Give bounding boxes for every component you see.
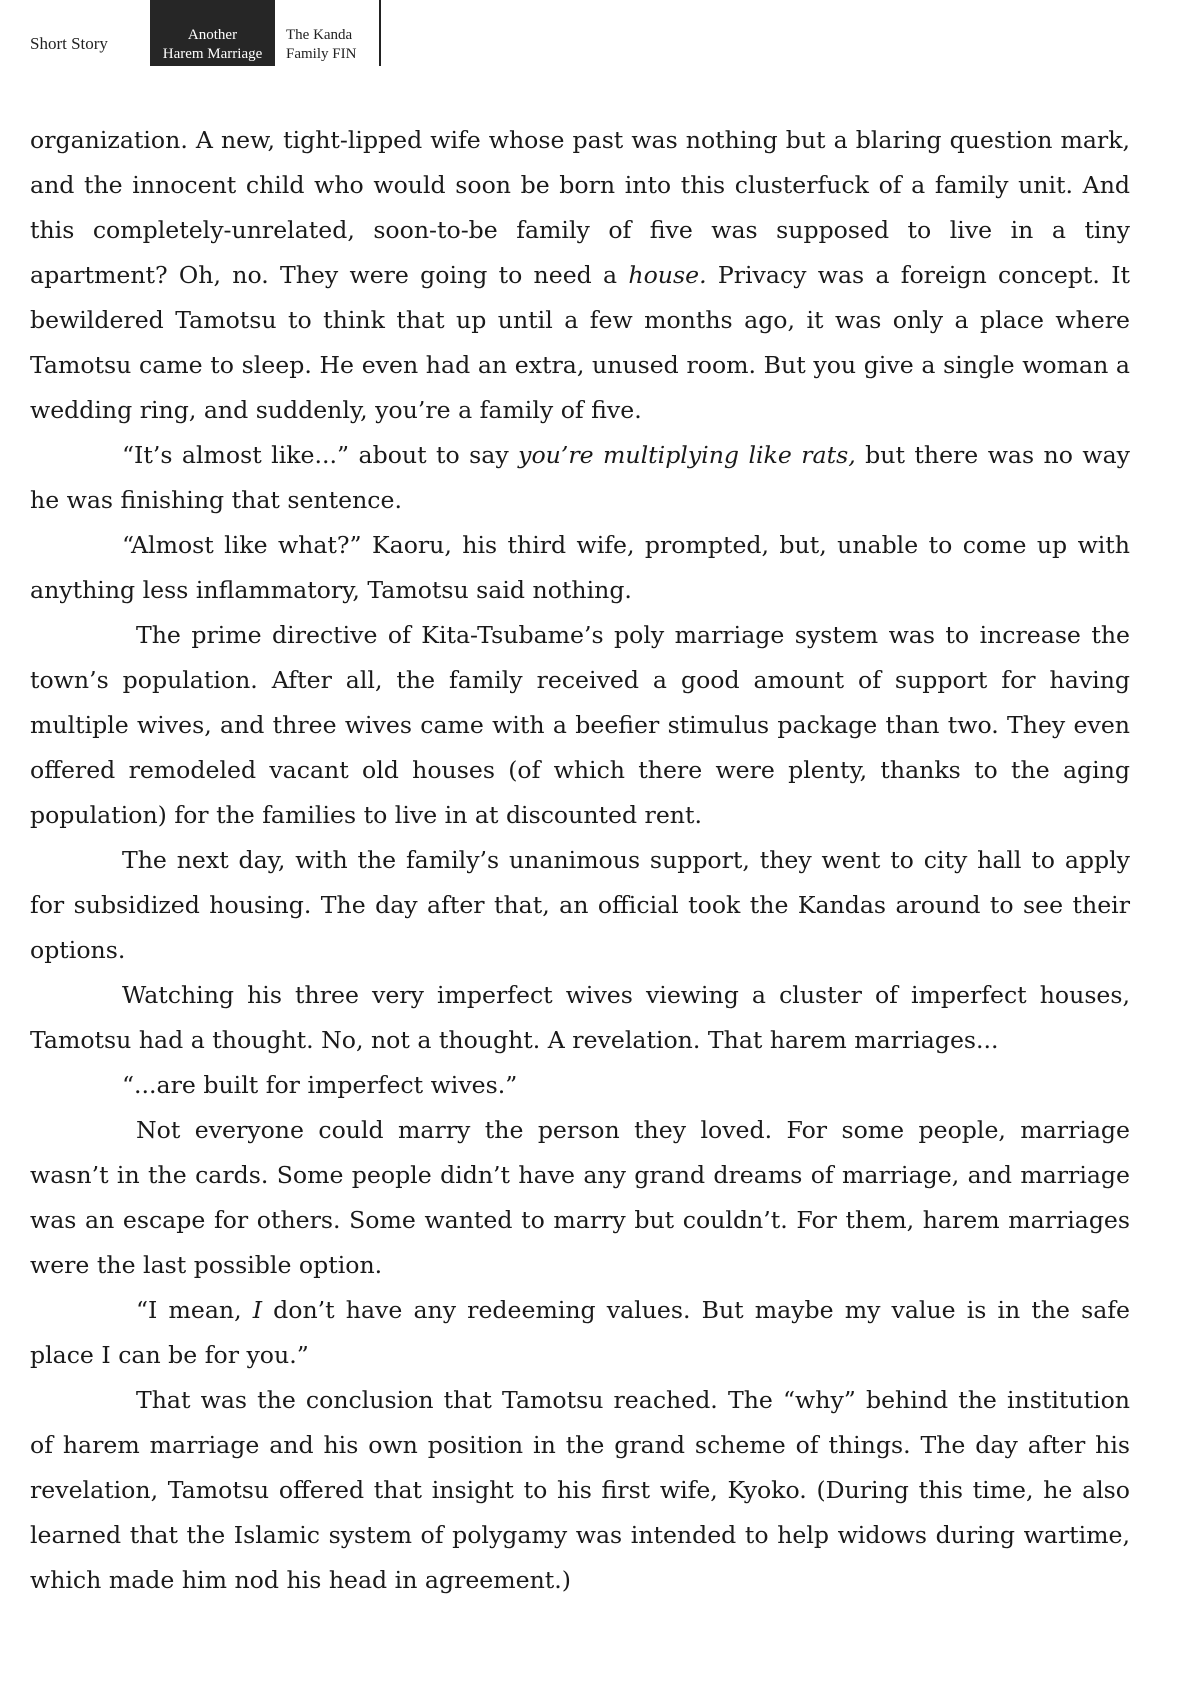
current-chapter-line1: Another bbox=[187, 27, 238, 43]
paragraph: organization. A new, tight-lipped wife whose past was nothing but a blaring question mark, and the innocent child who would soon be born into this clusterfuck of a family unit. And this completely-unrelated, soon-to-be family of five was supposed to live in a tiny apartment? Oh, no. They were going to need a house. Privacy was a foreign concept. It bewildered Tamotsu to think that up until a few months ago, it was only a place where Tamotsu came to sleep. He even had an extra, unused room. But you give a single woman a wedding ring, and suddenly, you’re a family of five. bbox=[30, 126, 1130, 424]
paragraph: Watching his three very imperfect wives viewing a cluster of imperfect houses, Tamotsu had a thought. No, not a thought. A revelation. That harem marriages... bbox=[30, 981, 1130, 1054]
current-chapter-tab bbox=[150, 0, 275, 66]
next-chapter-line1: The Kanda bbox=[286, 27, 353, 43]
paragraph: Not everyone could marry the person they loved. For some people, marriage wasn’t in the cards. Some people didn’t have any grand dreams of marriage, and marriage was an escape for others. Some wanted to marry but couldn’t. For them, harem marriages were the last possible option. bbox=[30, 1116, 1130, 1279]
page-header bbox=[0, 0, 1200, 80]
next-chapter-tab bbox=[286, 26, 356, 64]
paragraph: “I mean, I don’t have any redeeming values. But maybe my value is in the safe place I can be for you.” bbox=[30, 1296, 1131, 1369]
header-divider bbox=[379, 0, 381, 66]
paragraph: The prime directive of Kita-Tsubame’s poly marriage system was to increase the town’s population. After all, the family received a good amount of support for having multiple wives, and three wives came with a beefier stimulus package than two. They even offered remodeled vacant old houses (of which there were plenty, thanks to the aging population) for the families to live in at discounted rent. bbox=[30, 621, 1130, 829]
paragraph: “It’s almost like...” about to say you’re multiplying like rats, but there was no way he was finishing that sentence. bbox=[30, 441, 1130, 514]
paragraph: The next day, with the family’s unanimous support, they went to city hall to apply for subsidized housing. The day after that, an official took the Kandas around to see their options. bbox=[30, 846, 1130, 964]
paragraph: “...are built for imperfect wives.” bbox=[122, 1071, 518, 1099]
current-chapter-line2: Harem Marriage bbox=[162, 46, 263, 62]
story-body bbox=[30, 118, 1130, 1603]
next-chapter-line2: Family FIN bbox=[286, 46, 357, 62]
paragraph: “Almost like what?” Kaoru, his third wife, prompted, but, unable to come up with anything less inflammatory, Tamotsu said nothing. bbox=[30, 531, 1130, 604]
paragraph: That was the conclusion that Tamotsu reached. The “why” behind the institution of harem marriage and his own position in the grand scheme of things. The day after his revelation, Tamotsu offered that insight to his first wife, Kyoko. (During this time, he also learned that the Islamic system of polygamy was intended to help widows during wartime, which made him nod his head in agreement.) bbox=[30, 1386, 1130, 1594]
section-label: Short Story bbox=[30, 34, 108, 53]
